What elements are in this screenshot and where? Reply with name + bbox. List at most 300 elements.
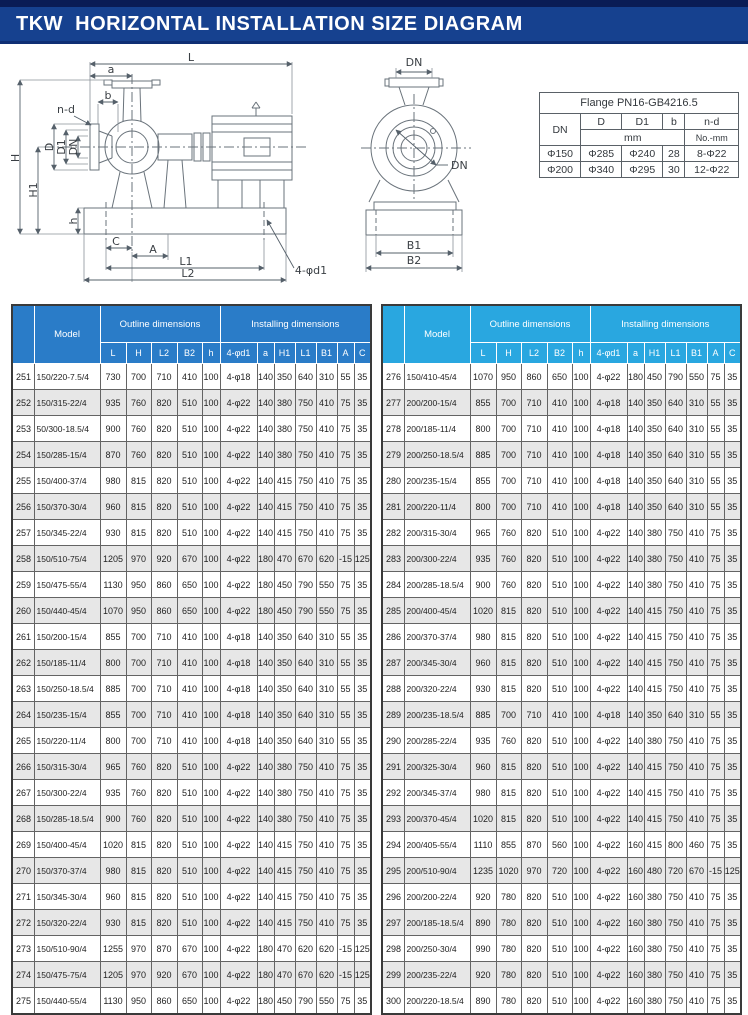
value-cell: 870 (151, 936, 177, 962)
value-cell: 4-φ22 (220, 858, 257, 884)
value-cell: 640 (665, 416, 686, 442)
value-cell: 970 (126, 936, 151, 962)
value-cell: 4-φ18 (590, 390, 627, 416)
value-cell: 35 (354, 754, 371, 780)
value-cell: 140 (627, 442, 644, 468)
value-cell: 815 (126, 884, 151, 910)
value-cell: 75 (337, 442, 354, 468)
installing-dimensions-header: Installing dimensions (590, 305, 741, 343)
value-cell: 140 (257, 494, 274, 520)
value-cell: 930 (100, 520, 126, 546)
table-row (382, 754, 741, 780)
value-cell: 100 (202, 494, 220, 520)
value-cell: 410 (177, 728, 202, 754)
value-cell: 4-φ22 (220, 390, 257, 416)
value-cell: 125 (354, 936, 371, 962)
value-cell: 4-φ18 (220, 650, 257, 676)
value-cell: 760 (496, 520, 521, 546)
row-index: 265 (12, 728, 34, 754)
row-index: 284 (382, 572, 404, 598)
row-index: 289 (382, 702, 404, 728)
value-cell: 160 (627, 832, 644, 858)
col-a: a (627, 343, 644, 364)
model-cell: 150/410-45/4 (404, 364, 470, 390)
value-cell: 100 (572, 702, 590, 728)
value-cell: 35 (724, 624, 741, 650)
value-cell: 100 (572, 728, 590, 754)
row-index: 296 (382, 884, 404, 910)
value-cell: 890 (470, 910, 496, 936)
value-cell: 750 (665, 962, 686, 988)
value-cell: 310 (316, 702, 337, 728)
value-cell: 410 (316, 754, 337, 780)
col-L: L (100, 343, 126, 364)
table-row (382, 468, 741, 494)
value-cell: 55 (337, 728, 354, 754)
value-cell: 410 (686, 546, 707, 572)
value-cell: 410 (686, 624, 707, 650)
value-cell: 410 (686, 910, 707, 936)
value-cell: 820 (521, 598, 547, 624)
value-cell: 380 (274, 806, 295, 832)
value-cell: 820 (521, 806, 547, 832)
value-cell: 35 (724, 728, 741, 754)
model-cell: 200/370-37/4 (404, 624, 470, 650)
row-index: 278 (382, 416, 404, 442)
value-cell: 410 (316, 858, 337, 884)
value-cell: 900 (100, 416, 126, 442)
value-cell: 860 (521, 364, 547, 390)
value-cell: 35 (724, 442, 741, 468)
value-cell: 700 (126, 702, 151, 728)
value-cell: 35 (724, 494, 741, 520)
value-cell: 75 (707, 546, 724, 572)
value-cell: 410 (686, 650, 707, 676)
value-cell: 100 (572, 832, 590, 858)
value-cell: 410 (547, 494, 572, 520)
table-row (12, 832, 371, 858)
value-cell: 640 (665, 702, 686, 728)
value-cell: 750 (665, 676, 686, 702)
value-cell: 4-φ22 (220, 598, 257, 624)
value-cell: 560 (547, 832, 572, 858)
value-cell: 970 (521, 858, 547, 884)
value-cell: 710 (521, 702, 547, 728)
value-cell: 410 (547, 468, 572, 494)
value-cell: 140 (257, 416, 274, 442)
value-cell: 4-φ22 (220, 416, 257, 442)
value-cell: 100 (202, 728, 220, 754)
value-cell: 815 (126, 520, 151, 546)
dimension-lines (20, 64, 294, 280)
model-cell: 200/320-22/4 (404, 676, 470, 702)
value-cell: 4-φ22 (220, 962, 257, 988)
value-cell: 100 (572, 884, 590, 910)
value-cell: 140 (627, 390, 644, 416)
value-cell: 75 (707, 780, 724, 806)
table-row (12, 754, 371, 780)
table-row (12, 364, 371, 390)
table-row (12, 936, 371, 962)
value-cell: 1020 (470, 598, 496, 624)
dim-label-D: D (43, 142, 56, 152)
value-cell: 650 (177, 572, 202, 598)
value-cell: 100 (202, 598, 220, 624)
value-cell: 75 (707, 598, 724, 624)
value-cell: 75 (707, 572, 724, 598)
value-cell: 160 (627, 936, 644, 962)
value-cell: 510 (547, 936, 572, 962)
value-cell: 140 (257, 832, 274, 858)
model-cell: 200/285-22/4 (404, 728, 470, 754)
value-cell: 350 (644, 390, 665, 416)
value-cell: 760 (126, 416, 151, 442)
col-H1: H1 (274, 343, 295, 364)
flange-unit-nd: No.-mm (685, 130, 739, 146)
value-cell: 890 (470, 988, 496, 1015)
col-L1: L1 (295, 343, 316, 364)
value-cell: 4-φ22 (590, 364, 627, 390)
dim-label-front-DN-inner: DN (451, 159, 468, 172)
value-cell: 510 (547, 988, 572, 1015)
table-row (382, 988, 741, 1015)
value-cell: 75 (337, 416, 354, 442)
model-cell: 150/370-37/4 (34, 858, 100, 884)
value-cell: 650 (177, 988, 202, 1015)
value-cell: 980 (470, 624, 496, 650)
value-cell: 75 (707, 910, 724, 936)
value-cell: 510 (547, 728, 572, 754)
value-cell: 140 (257, 702, 274, 728)
value-cell: 820 (151, 416, 177, 442)
value-cell: 4-φ22 (590, 780, 627, 806)
value-cell: 510 (177, 780, 202, 806)
value-cell: 180 (257, 598, 274, 624)
value-cell: 640 (295, 650, 316, 676)
value-cell: 640 (295, 728, 316, 754)
value-cell: 4-φ22 (590, 884, 627, 910)
value-cell: 750 (665, 728, 686, 754)
value-cell: 35 (724, 390, 741, 416)
model-cell: 200/220-11/4 (404, 494, 470, 520)
value-cell: 820 (521, 884, 547, 910)
value-cell: 960 (470, 650, 496, 676)
value-cell: 100 (202, 910, 220, 936)
model-cell: 150/300-22/4 (34, 780, 100, 806)
value-cell: 350 (274, 650, 295, 676)
value-cell: 820 (521, 780, 547, 806)
value-cell: 820 (521, 520, 547, 546)
value-cell: 4-φ22 (590, 858, 627, 884)
value-cell: 450 (274, 572, 295, 598)
value-cell: 415 (274, 910, 295, 936)
row-index: 258 (12, 546, 34, 572)
value-cell: 35 (724, 598, 741, 624)
value-cell: -15 (337, 936, 354, 962)
model-cell: 200/185-11/4 (404, 416, 470, 442)
model-cell: 150/345-22/4 (34, 520, 100, 546)
value-cell: 760 (126, 442, 151, 468)
value-cell: 750 (295, 442, 316, 468)
col-C: C (354, 343, 371, 364)
table-row (12, 520, 371, 546)
value-cell: 750 (665, 546, 686, 572)
value-cell: 75 (337, 468, 354, 494)
value-cell: 75 (337, 988, 354, 1015)
value-cell: 415 (644, 754, 665, 780)
value-cell: 920 (151, 962, 177, 988)
flange-cell: Φ200 (540, 162, 581, 178)
col-B1: B1 (316, 343, 337, 364)
value-cell: 35 (354, 858, 371, 884)
value-cell: 100 (572, 546, 590, 572)
value-cell: 750 (665, 520, 686, 546)
value-cell: 4-φ22 (590, 806, 627, 832)
value-cell: 410 (686, 754, 707, 780)
value-cell: 950 (126, 598, 151, 624)
value-cell: 35 (354, 806, 371, 832)
value-cell: 100 (202, 702, 220, 728)
table-row (12, 390, 371, 416)
value-cell: 75 (337, 780, 354, 806)
value-cell: 780 (496, 936, 521, 962)
value-cell: 820 (521, 650, 547, 676)
value-cell: 710 (151, 702, 177, 728)
value-cell: 35 (354, 598, 371, 624)
value-cell: 750 (295, 416, 316, 442)
value-cell: 410 (177, 702, 202, 728)
value-cell: 75 (707, 624, 724, 650)
value-cell: 820 (151, 832, 177, 858)
value-cell: 380 (644, 962, 665, 988)
row-index: 280 (382, 468, 404, 494)
value-cell: 750 (665, 936, 686, 962)
value-cell: 310 (686, 494, 707, 520)
value-cell: 35 (724, 780, 741, 806)
row-index: 297 (382, 910, 404, 936)
value-cell: 75 (707, 962, 724, 988)
value-cell: 935 (470, 546, 496, 572)
value-cell: 820 (521, 676, 547, 702)
col-A: A (337, 343, 354, 364)
value-cell: 125 (354, 546, 371, 572)
col-H: H (126, 343, 151, 364)
value-cell: 350 (274, 364, 295, 390)
table-row (12, 546, 371, 572)
value-cell: 100 (572, 754, 590, 780)
value-cell: 350 (644, 494, 665, 520)
value-cell: 710 (521, 442, 547, 468)
value-cell: 820 (521, 988, 547, 1015)
flange-table-wrap (539, 92, 739, 178)
value-cell: 140 (257, 754, 274, 780)
value-cell: 710 (151, 624, 177, 650)
flange-cell: 8-Φ22 (685, 146, 739, 162)
row-index: 267 (12, 780, 34, 806)
value-cell: 450 (644, 364, 665, 390)
value-cell: 410 (686, 780, 707, 806)
value-cell: 710 (151, 676, 177, 702)
value-cell: 4-φ22 (220, 936, 257, 962)
value-cell: 140 (627, 416, 644, 442)
value-cell: 885 (470, 702, 496, 728)
value-cell: 885 (100, 676, 126, 702)
value-cell: 310 (316, 364, 337, 390)
value-cell: 35 (354, 364, 371, 390)
value-cell: 55 (337, 702, 354, 728)
value-cell: 415 (644, 624, 665, 650)
value-cell: 140 (257, 728, 274, 754)
model-cell: 200/250-18.5/4 (404, 442, 470, 468)
value-cell: 140 (627, 806, 644, 832)
value-cell: 4-φ18 (590, 442, 627, 468)
value-cell: 4-φ22 (220, 494, 257, 520)
value-cell: 760 (496, 728, 521, 754)
dim-label-h: h (67, 217, 80, 225)
value-cell: 710 (151, 728, 177, 754)
table-row (382, 676, 741, 702)
value-cell: 140 (627, 650, 644, 676)
flange-cell: Φ150 (540, 146, 581, 162)
row-index: 257 (12, 520, 34, 546)
value-cell: 140 (257, 858, 274, 884)
value-cell: 75 (337, 572, 354, 598)
value-cell: 510 (547, 598, 572, 624)
value-cell: 380 (644, 910, 665, 936)
value-cell: 960 (100, 884, 126, 910)
value-cell: 650 (547, 364, 572, 390)
value-cell: 100 (202, 468, 220, 494)
value-cell: 180 (257, 572, 274, 598)
value-cell: 140 (257, 650, 274, 676)
value-cell: 100 (572, 910, 590, 936)
flange-table-title: Flange PN16-GB4216.5 (540, 93, 739, 114)
model-cell: 200/325-30/4 (404, 754, 470, 780)
outline-dimensions-header: Outline dimensions (470, 305, 590, 343)
value-cell: 640 (295, 624, 316, 650)
value-cell: 140 (627, 754, 644, 780)
row-index: 290 (382, 728, 404, 754)
value-cell: 350 (274, 728, 295, 754)
value-cell: 750 (665, 988, 686, 1015)
flange-col-dn: DN (540, 114, 581, 146)
value-cell: 550 (686, 364, 707, 390)
model-cell: 200/200-22/4 (404, 884, 470, 910)
value-cell: 4-φ22 (590, 962, 627, 988)
value-cell: 415 (274, 468, 295, 494)
value-cell: 350 (274, 676, 295, 702)
model-cell: 150/315-22/4 (34, 390, 100, 416)
value-cell: 4-φ22 (590, 728, 627, 754)
value-cell: 820 (521, 624, 547, 650)
value-cell: 4-φ18 (220, 676, 257, 702)
value-cell: 700 (496, 468, 521, 494)
value-cell: 815 (496, 754, 521, 780)
dim-label-B1: B1 (406, 239, 422, 252)
model-cell: 200/235-18.5/4 (404, 702, 470, 728)
value-cell: 870 (100, 442, 126, 468)
value-cell: 55 (707, 416, 724, 442)
value-cell: 100 (572, 390, 590, 416)
value-cell: 670 (295, 962, 316, 988)
value-cell: 180 (627, 364, 644, 390)
value-cell: 820 (151, 442, 177, 468)
value-cell: 350 (274, 624, 295, 650)
value-cell: 700 (496, 702, 521, 728)
value-cell: 100 (572, 858, 590, 884)
value-cell: 815 (126, 468, 151, 494)
value-cell: 410 (316, 468, 337, 494)
value-cell: 670 (177, 546, 202, 572)
value-cell: 100 (572, 598, 590, 624)
value-cell: 75 (707, 988, 724, 1015)
value-cell: 100 (572, 650, 590, 676)
value-cell: 620 (316, 936, 337, 962)
row-index: 252 (12, 390, 34, 416)
value-cell: 760 (496, 546, 521, 572)
value-cell: 670 (177, 936, 202, 962)
value-cell: 75 (707, 754, 724, 780)
flange-cell: 28 (663, 146, 685, 162)
value-cell: 140 (257, 520, 274, 546)
value-cell: 760 (126, 780, 151, 806)
value-cell: 670 (686, 858, 707, 884)
dimension-table-left (11, 304, 372, 1015)
value-cell: 160 (627, 910, 644, 936)
value-cell: 935 (100, 390, 126, 416)
model-cell: 200/345-30/4 (404, 650, 470, 676)
row-index: 272 (12, 910, 34, 936)
value-cell: 750 (295, 390, 316, 416)
value-cell: 920 (470, 884, 496, 910)
value-cell: 820 (521, 936, 547, 962)
value-cell: 310 (686, 702, 707, 728)
table-row (382, 442, 741, 468)
value-cell: 35 (724, 416, 741, 442)
value-cell: 750 (665, 806, 686, 832)
value-cell: 310 (686, 390, 707, 416)
row-index: 251 (12, 364, 34, 390)
value-cell: 75 (337, 494, 354, 520)
value-cell: -15 (337, 546, 354, 572)
value-cell: 140 (257, 910, 274, 936)
value-cell: 470 (274, 936, 295, 962)
value-cell: 1255 (100, 936, 126, 962)
row-index: 256 (12, 494, 34, 520)
value-cell: 935 (100, 780, 126, 806)
value-cell: 855 (100, 702, 126, 728)
value-cell: 310 (686, 442, 707, 468)
value-cell: 950 (126, 572, 151, 598)
value-cell: 760 (126, 390, 151, 416)
value-cell: 710 (521, 416, 547, 442)
model-cell: 150/285-15/4 (34, 442, 100, 468)
value-cell: 180 (257, 936, 274, 962)
table-row (382, 598, 741, 624)
value-cell: 510 (547, 780, 572, 806)
installing-dimensions-header: Installing dimensions (220, 305, 371, 343)
value-cell: 510 (547, 572, 572, 598)
value-cell: 855 (100, 624, 126, 650)
table-row (12, 416, 371, 442)
col-L: L (470, 343, 496, 364)
value-cell: 640 (665, 468, 686, 494)
flange-cell: Φ285 (581, 146, 622, 162)
value-cell: 750 (295, 884, 316, 910)
table-row (12, 910, 371, 936)
row-index: 291 (382, 754, 404, 780)
value-cell: 35 (354, 416, 371, 442)
